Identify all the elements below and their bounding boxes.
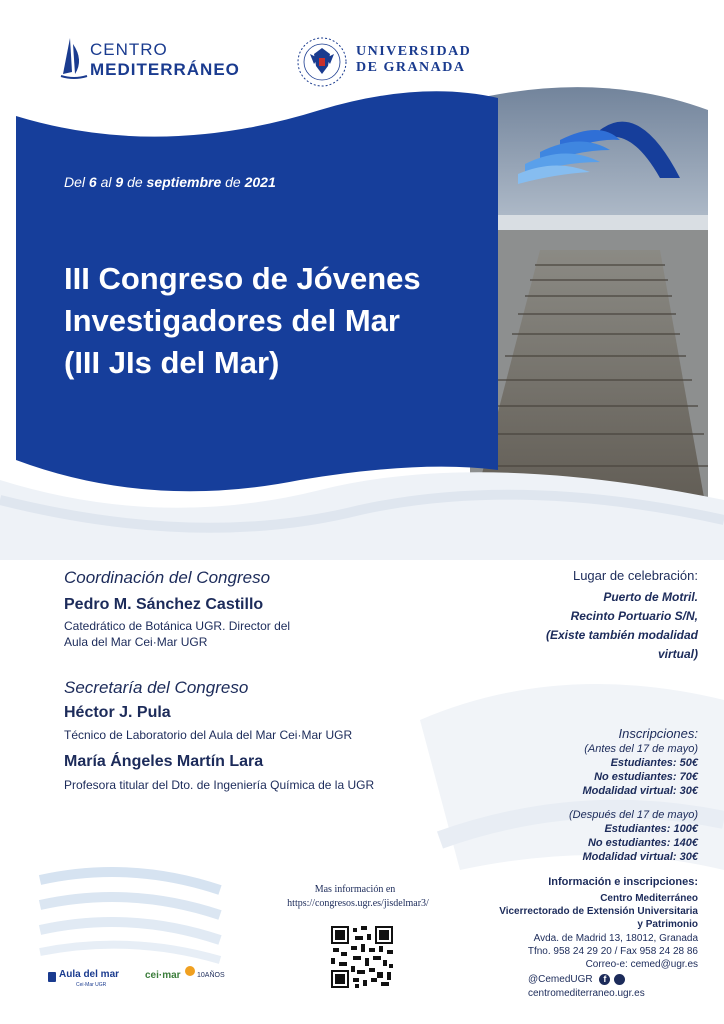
date-text: Del xyxy=(64,174,89,190)
org-line: Centro Mediterráneo xyxy=(600,893,698,904)
aula-logo-subtext: Cei·Mar UGR xyxy=(76,982,107,988)
event-dates xyxy=(64,174,276,190)
coordinator-name: Pedro M. Sánchez Castillo xyxy=(64,596,264,613)
ceimar-years-text: 10AÑOS xyxy=(197,972,225,979)
qr-code[interactable] xyxy=(329,924,395,990)
ceimar-logo xyxy=(145,966,235,994)
year: 2021 xyxy=(244,174,276,190)
fees-period-label: (Antes del 17 de mayo) xyxy=(584,743,698,755)
shield-icon xyxy=(48,972,56,982)
fees-before xyxy=(582,742,698,798)
secretary-name: María Ángeles Martín Lara xyxy=(64,753,264,770)
cm-logo-line2: MEDITERRÁNEO xyxy=(90,60,240,79)
date-text: al xyxy=(96,174,116,190)
month: septiembre xyxy=(146,174,222,190)
aula-del-mar-logo xyxy=(48,966,132,994)
title-line: (III JIs del Mar) xyxy=(64,345,280,380)
fee-item: No estudiantes: 140€ xyxy=(587,837,698,849)
social-handle-text: @CemedUGR xyxy=(528,974,593,986)
title-line: Investigadores del Mar xyxy=(64,303,400,338)
cm-logo-line1: CENTRO xyxy=(90,40,168,59)
phone-fax-line: Tfno. 958 24 29 20 / Fax 958 24 28 86 xyxy=(527,946,698,957)
date-text: de xyxy=(123,174,147,190)
coordinator-desc xyxy=(64,618,290,650)
contact-heading: Información e inscripciones: xyxy=(548,876,698,888)
venue-line: virtual) xyxy=(657,647,698,661)
fee-item: Estudiantes: 50€ xyxy=(610,757,698,769)
fees-period-label: (Después del 17 de mayo) xyxy=(568,809,698,821)
venue-details xyxy=(546,588,698,664)
sail-icon xyxy=(60,36,88,82)
start-day: 6 xyxy=(88,174,97,190)
secretary-desc: Técnico de Laboratorio del Aula del Mar Cei·Mar UGR xyxy=(64,728,353,742)
aula-logo-text: Aula del mar xyxy=(59,969,120,980)
venue-line: Recinto Portuario S/N, xyxy=(570,609,698,623)
twitter-icon[interactable] xyxy=(614,974,625,985)
congress-title xyxy=(64,258,504,384)
ceimar-logo-text: cei·mar xyxy=(145,970,181,981)
venue-line: (Existe también modalidad xyxy=(545,628,698,642)
fees-after xyxy=(569,808,698,864)
coordination-heading: Coordinación del Congreso xyxy=(64,568,271,587)
desc-line: Catedrático de Botánica UGR. Director del xyxy=(64,619,291,633)
fees-heading: Inscripciones: xyxy=(618,726,698,741)
facebook-icon[interactable]: f xyxy=(599,974,610,985)
secretary-desc: Profesora titular del Dto. de Ingeniería Química de la UGR xyxy=(64,778,375,792)
more-info-label: Mas información en xyxy=(314,884,396,895)
email-line[interactable]: Correo-e: cemed@ugr.es xyxy=(585,959,698,970)
contact-organization xyxy=(499,892,698,931)
fee-item: No estudiantes: 70€ xyxy=(594,771,698,783)
ugr-logo-line2: DE GRANADA xyxy=(356,60,466,75)
ugr-logo-line1: UNIVERSIDAD xyxy=(356,44,472,59)
desc-line: Aula del Mar Cei·Mar UGR xyxy=(64,635,208,649)
contact-address xyxy=(528,932,698,971)
end-day: 9 xyxy=(115,174,124,190)
org-line: Vicerrectorado de Extensión Universitaria xyxy=(499,906,698,917)
sun-icon xyxy=(185,966,195,976)
fee-item: Modalidad virtual: 30€ xyxy=(582,785,698,797)
address-line: Avda. de Madrid 13, 18012, Granada xyxy=(533,933,698,944)
more-info-url[interactable]: https://congresos.ugr.es/jisdelmar3/ xyxy=(287,898,429,909)
secretary-name: Héctor J. Pula xyxy=(64,704,171,721)
centro-mediterraneo-logo xyxy=(60,36,250,86)
org-line: y Patrimonio xyxy=(637,919,698,930)
title-line: III Congreso de Jóvenes xyxy=(64,261,421,296)
secretariat-heading: Secretaría del Congreso xyxy=(64,678,249,697)
date-text: de xyxy=(221,174,245,190)
fee-item: Modalidad virtual: 30€ xyxy=(582,851,698,863)
venue-line: Puerto de Motril. xyxy=(603,590,698,604)
fee-item: Estudiantes: 100€ xyxy=(604,823,698,835)
venue-label: Lugar de celebración: xyxy=(572,568,698,583)
website-link[interactable]: centromediterraneo.ugr.es xyxy=(528,988,645,999)
social-handle[interactable] xyxy=(528,974,625,985)
